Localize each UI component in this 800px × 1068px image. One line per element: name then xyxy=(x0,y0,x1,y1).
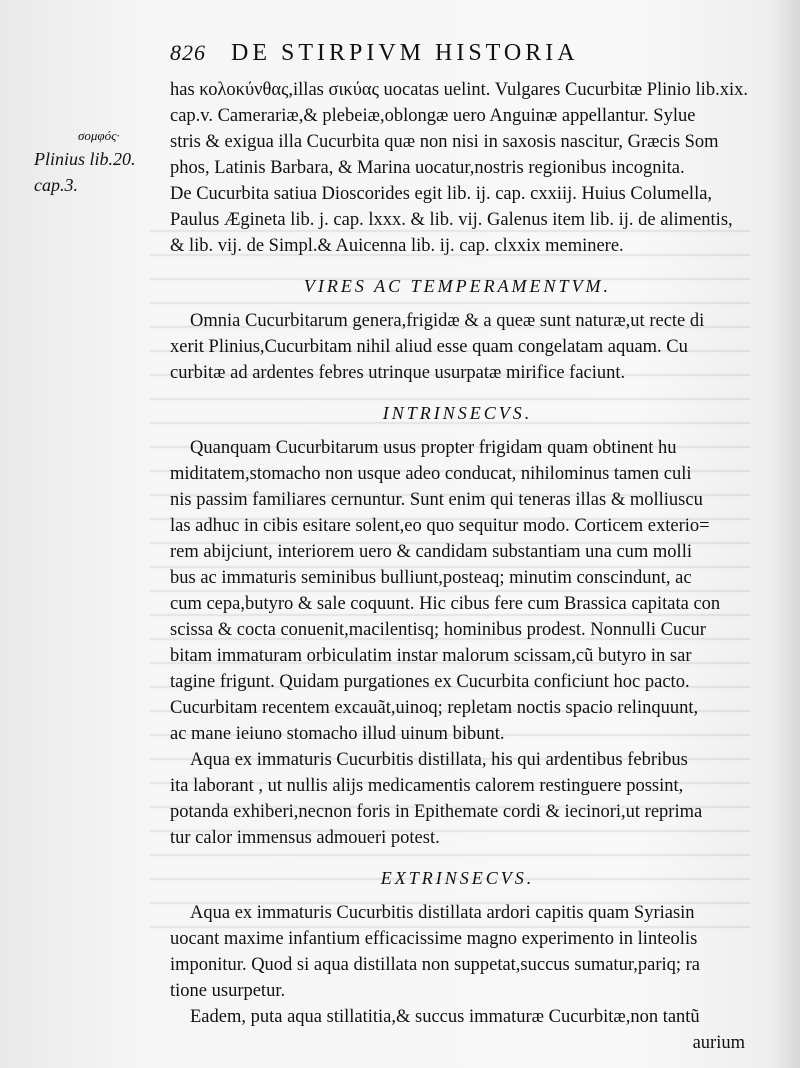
text-line: uocant maxime infantium efficacissime magno experimento in linteolis xyxy=(170,929,698,949)
text-line: rem abijciunt, interiorem uero & candidam substantiam una cum molli xyxy=(170,542,692,562)
text-line: scissa & cocta conuenit,macilentisq; hominibus prodest. Nonnulli Cucur xyxy=(170,620,706,640)
text-line: curbitæ ad ardentes febres utrinque usurpatæ mirifice faciunt. xyxy=(170,363,626,383)
marginal-reference-line-2: cap.3. xyxy=(34,175,78,195)
text-line: xerit Plinius,Cucurbitam nihil aliud esse quam congelatam aquam. Cu xyxy=(170,337,688,357)
text-line: Omnia Cucurbitarum genera,frigidæ & a queæ sunt naturæ,ut recte di xyxy=(190,311,705,331)
text-line: bus ac immaturis seminibus bulliunt,posteaq; minutim conscindunt, ac xyxy=(170,568,692,588)
page-header xyxy=(170,40,745,67)
section-heading-intrinsecus: INTRINSECVS. xyxy=(382,403,533,423)
running-head: DE STIRPIVM HISTORIA xyxy=(231,40,579,66)
page-edge-shadow xyxy=(772,0,800,1068)
text-line: tagine frigunt. Quidam purgationes ex Cucurbita conficiunt hoc pacto. xyxy=(170,672,690,692)
section-heading-extrinsecus: EXTRINSECVS. xyxy=(380,868,535,888)
page-number: 826 xyxy=(170,40,206,65)
text-line: De Cucurbita satiua Dioscorides egit lib. ij. cap. cxxiij. Huius Columella, xyxy=(170,184,713,204)
text-line: stris & exigua illa Cucurbita quæ non nisi in saxosis nascitur, Græcis Som xyxy=(170,132,719,152)
text-line: ita laborant , ut nullis alijs medicamentis calorem restinguere possint, xyxy=(170,776,684,796)
text-line: cum cepa,butyro & sale coquunt. Hic cibus fere cum Brassica capitata con xyxy=(170,594,721,614)
text-line: miditatem,stomacho non usque adeo conducat, nihilominus tamen culi xyxy=(170,464,692,484)
main-text-block xyxy=(170,77,748,1056)
paragraph-4 xyxy=(170,747,745,851)
text-line: nis passim familiares cernuntur. Sunt enim qui teneras illas & molliuscu xyxy=(170,490,703,510)
text-line: Cucurbitam recentem excauãt,uinoq; repletam noctis spacio relinquunt, xyxy=(170,698,699,718)
paragraph-5 xyxy=(170,900,745,1004)
paragraph-3 xyxy=(170,435,745,747)
paragraph-6 xyxy=(170,1004,745,1030)
text-line: ac mane ieiuno stomacho illud uinum bibunt. xyxy=(170,724,505,744)
text-line: & lib. vij. de Simpl.& Auicenna lib. ij. cap. clxxix meminere. xyxy=(170,236,624,256)
marginal-reference-line-1: Plinius lib.20. xyxy=(34,149,136,169)
section-heading-vires: VIRES AC TEMPERAMENTVM. xyxy=(303,276,612,296)
text-line: Eadem, puta aqua stillatitia,& succus immaturæ Cucurbitæ,non tantũ xyxy=(190,1007,700,1027)
paragraph-2 xyxy=(170,308,745,386)
paragraph-1 xyxy=(170,77,748,259)
text-line: tione usurpetur. xyxy=(170,981,286,1001)
text-line: potanda exhiberi,necnon foris in Epithemate cordi & iecinori,ut reprima xyxy=(170,802,703,822)
text-line: imponitur. Quod si aqua distillata non suppetat,succus sumatur,pariq; ra xyxy=(170,955,701,975)
text-line: Paulus Ægineta lib. j. cap. lxxx. & lib. vij. Galenus item lib. ij. de alimentis, xyxy=(170,210,733,230)
text-line: phos, Latinis Barbara, & Marina uocatur,nostris regionibus incognita. xyxy=(170,158,685,178)
text-line: las adhuc in cibis esitare solent,eo quo sequitur modo. Corticem exterio= xyxy=(170,516,710,536)
marginal-greek-word: σομφός· xyxy=(78,128,120,143)
text-line: Quanquam Cucurbitarum usus propter frigidam quam obtinent hu xyxy=(190,438,677,458)
text-line: Aqua ex immaturis Cucurbitis distillata ardori capitis quam Syriasin xyxy=(190,903,695,923)
marginal-note xyxy=(34,128,154,198)
text-line: Aqua ex immaturis Cucurbitis distillata, his qui ardentibus febribus xyxy=(190,750,688,770)
text-line: tur calor immensus admoueri potest. xyxy=(170,828,440,848)
text-line: cap.v. Camerariæ,& plebeiæ,oblongæ uero Anguinæ appellantur. Sylue xyxy=(170,106,696,126)
text-line: bitam immaturam orbiculatim instar malorum scissam,cũ butyro in sar xyxy=(170,646,692,666)
catchword: aurium xyxy=(692,1033,745,1053)
text-line: has κολοκύνθας,illas σικύας uocatas uelint. Vulgares Cucurbitæ Plinio lib.xix. xyxy=(170,80,748,100)
